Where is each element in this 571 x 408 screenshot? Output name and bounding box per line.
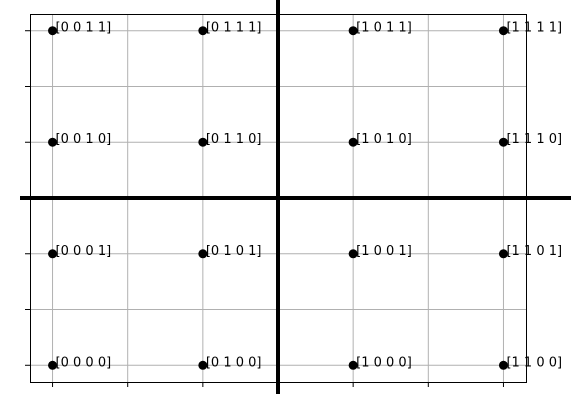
- data-label-10: [1 0 0 1]: [356, 243, 412, 259]
- data-label-3: [1 1 1 1]: [506, 20, 563, 36]
- data-label-0: [0 0 1 1]: [55, 20, 112, 36]
- data-label-13: [0 1 0 0]: [205, 355, 262, 371]
- data-label-7: [1 1 1 0]: [506, 132, 563, 148]
- data-label-8: [0 0 0 1]: [55, 243, 112, 259]
- data-label-4: [0 0 1 0]: [55, 132, 112, 148]
- data-label-9: [0 1 0 1]: [205, 243, 262, 259]
- data-label-14: [1 0 0 0]: [356, 355, 412, 371]
- data-label-1: [0 1 1 1]: [205, 20, 262, 36]
- data-label-6: [1 0 1 0]: [356, 132, 412, 148]
- data-label-12: [0 0 0 0]: [55, 355, 112, 371]
- data-label-11: [1 1 0 1]: [506, 243, 563, 259]
- zero-axis-lines: [20, 0, 571, 394]
- data-label-15: [1 1 0 0]: [506, 355, 563, 371]
- data-label-5: [0 1 1 0]: [205, 132, 262, 148]
- data-label-2: [1 0 1 1]: [356, 20, 412, 36]
- axis-ticks: [25, 31, 503, 387]
- data-labels: [56, 21, 563, 371]
